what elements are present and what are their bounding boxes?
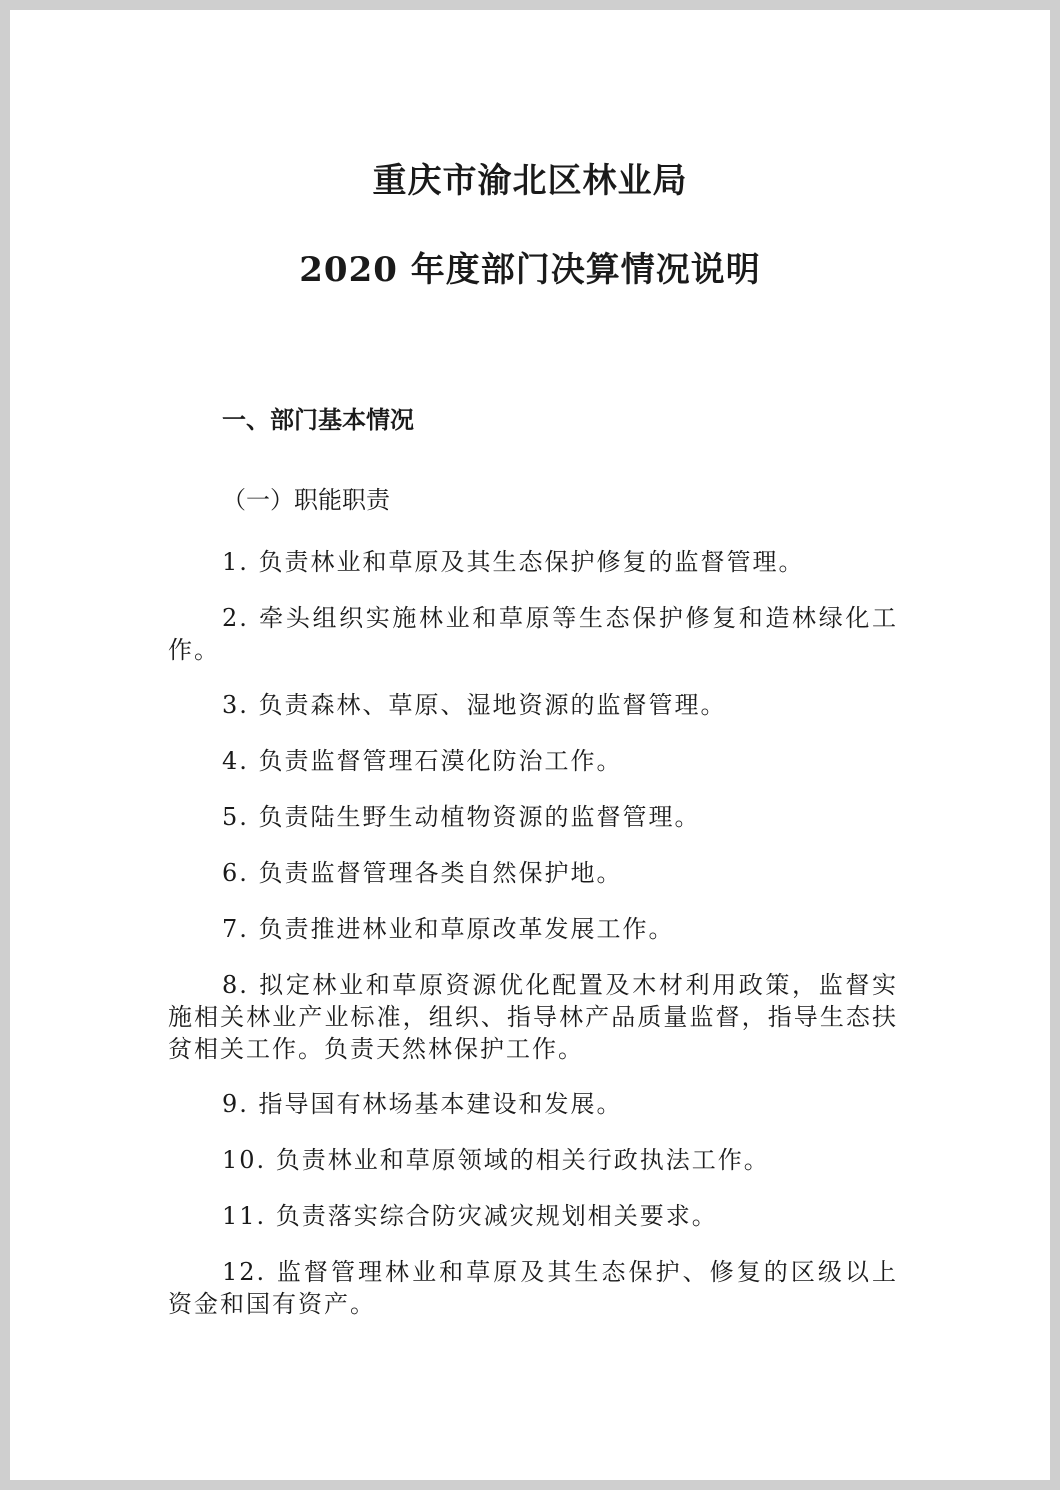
list-item: 12. 监督管理林业和草原及其生态保护、修复的区级以上资金和国有资产。 [168,1258,898,1318]
list-item: 7. 负责推进林业和草原改革发展工作。 [222,915,675,943]
list-item: 8. 拟定林业和草原资源优化配置及木材利用政策，监督实施相关林业产业标准，组织、指导林产品质量监督，指导生态扶贫相关工作。负责天然林保护工作。 [168,971,898,1063]
list-item: 6. 负责监督管理各类自然保护地。 [222,859,623,887]
list-item: 11. 负责落实综合防灾减灾规划相关要求。 [222,1202,718,1230]
list-item: 5. 负责陆生野生动植物资源的监督管理。 [222,803,701,831]
list-item: 10. 负责林业和草原领域的相关行政执法工作。 [222,1146,770,1174]
list-item: 3. 负责森林、草原、湿地资源的监督管理。 [222,691,727,719]
document-title: 重庆市渝北区林业局 [372,161,688,201]
subsection-heading: （一）职能职责 [222,486,390,514]
list-item: 1. 负责林业和草原及其生态保护修复的监督管理。 [222,548,805,576]
list-item: 2. 牵头组织实施林业和草原等生态保护修复和造林绿化工作。 [168,604,898,664]
document-page [10,10,1050,1480]
section-heading: 一、部门基本情况 [222,406,414,434]
list-item: 4. 负责监督管理石漠化防治工作。 [222,747,623,775]
list-item: 9. 指导国有林场基本建设和发展。 [222,1090,623,1118]
document-subtitle: 2020 年度部门决算情况说明 [299,250,761,290]
